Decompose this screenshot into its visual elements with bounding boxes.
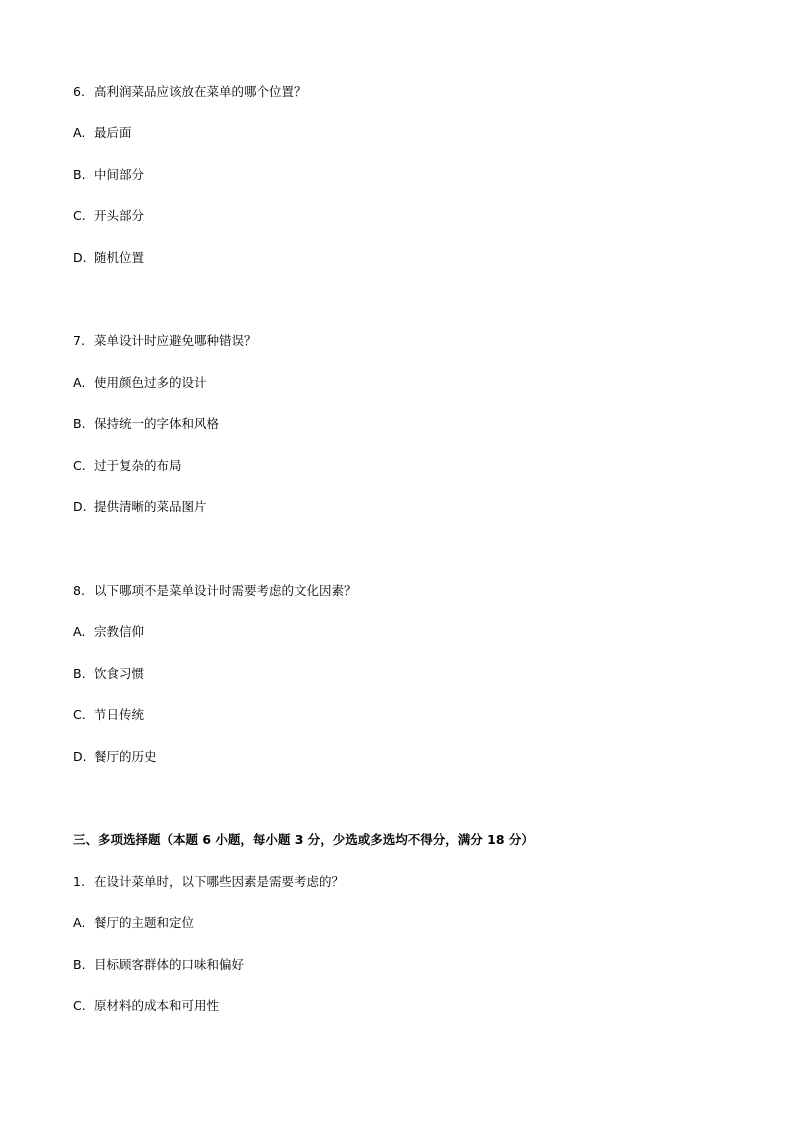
option-b — [73, 416, 219, 432]
option-text: 使用颜色过多的设计 — [94, 375, 207, 390]
option-c — [73, 707, 144, 723]
option-c — [73, 208, 144, 224]
question-number: 6. — [73, 84, 85, 99]
option-a — [73, 624, 144, 640]
option-text: 饮食习惯 — [94, 666, 145, 681]
question-text: 菜单设计时应避免哪种错误？ — [94, 333, 257, 348]
option-c — [73, 998, 219, 1014]
option-label: A. — [73, 125, 86, 140]
option-label: C. — [73, 707, 86, 722]
option-text: 最后面 — [94, 125, 132, 140]
question-7 — [73, 333, 257, 349]
option-d — [73, 749, 157, 765]
option-text: 保持统一的字体和风格 — [94, 416, 220, 431]
option-label: D. — [73, 250, 87, 265]
option-text: 宗教信仰 — [94, 624, 145, 639]
option-b — [73, 666, 144, 682]
option-d — [73, 499, 207, 515]
option-a — [73, 125, 132, 141]
option-b — [73, 957, 244, 973]
question-8 — [73, 583, 357, 599]
question-6 — [73, 84, 307, 100]
option-a — [73, 375, 207, 391]
option-d — [73, 250, 144, 266]
option-b — [73, 167, 144, 183]
option-label: A. — [73, 915, 86, 930]
option-text: 提供清晰的菜品图片 — [94, 499, 207, 514]
option-label: C. — [73, 998, 86, 1013]
question-text: 高利润菜品应该放在菜单的哪个位置？ — [94, 84, 307, 99]
section-heading: 三、多项选择题（本题 6 小题，每小题 3 分，少选或多选均不得分，满分 18 分） — [73, 832, 534, 847]
option-text: 中间部分 — [94, 167, 145, 182]
option-text: 随机位置 — [94, 250, 145, 265]
option-label: B. — [73, 666, 86, 681]
question-number: 8. — [73, 583, 85, 598]
option-label: B. — [73, 416, 86, 431]
option-text: 节日传统 — [94, 707, 145, 722]
option-label: C. — [73, 458, 86, 473]
option-label: B. — [73, 167, 86, 182]
option-c — [73, 458, 182, 474]
option-text: 过于复杂的布局 — [94, 458, 182, 473]
option-label: C. — [73, 208, 86, 223]
option-a — [73, 915, 194, 931]
option-label: B. — [73, 957, 86, 972]
option-label: D. — [73, 499, 87, 514]
question-number: 7. — [73, 333, 85, 348]
question-number: 1. — [73, 874, 85, 889]
option-label: A. — [73, 624, 86, 639]
option-label: A. — [73, 375, 86, 390]
question-text: 以下哪项不是菜单设计时需要考虑的文化因素？ — [94, 583, 357, 598]
option-text: 餐厅的主题和定位 — [94, 915, 195, 930]
option-text: 原材料的成本和可用性 — [94, 998, 220, 1013]
option-text: 开头部分 — [94, 208, 145, 223]
option-label: D. — [73, 749, 87, 764]
multi-question-1 — [73, 874, 344, 890]
option-text: 餐厅的历史 — [94, 749, 157, 764]
option-text: 目标顾客群体的口味和偏好 — [94, 957, 245, 972]
question-text: 在设计菜单时，以下哪些因素是需要考虑的？ — [94, 874, 345, 889]
